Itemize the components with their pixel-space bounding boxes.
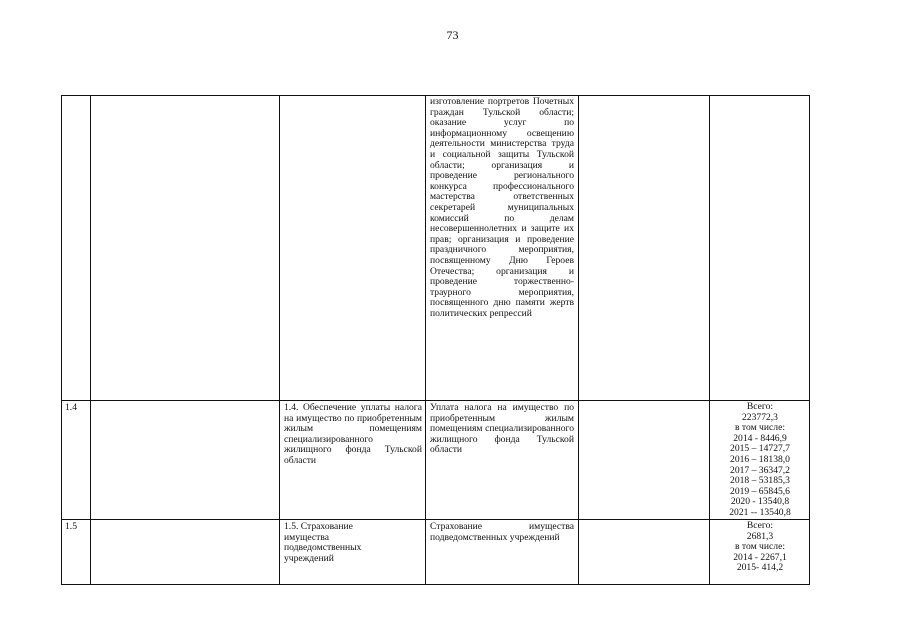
table-border-bottom [61, 584, 810, 585]
funding-line: 2016 – 18138,0 [730, 453, 790, 465]
measure-description: Страхование имущества подведомственных учреждений [430, 522, 574, 543]
funding-line: Всего: [746, 402, 774, 412]
measure-description: изготовление портретов Почетных граждан Тульской области; оказание услуг по информационному освещению деятельности министерства труда и социальной защиты Тульской области; организация и проведение регионального конкурса профессионального мастерства ответственных секретарей муниципальных комиссий по делам несовершеннолетних и защите их прав; организация и проведение праздничного мероприятия, посвященному Дню Героев Отечества; организация и проведение торжественно-траурного мероприятия, посвященного дню памяти жертв политических репрессий [430, 97, 574, 319]
table-border-top [61, 95, 810, 96]
funding-list [711, 402, 809, 518]
column-divider [809, 95, 810, 585]
funding-line: в том числе: [734, 541, 785, 553]
column-divider [709, 95, 710, 585]
measure-description: Уплата налога на имущество по приобретенным жилым помещениям специализированного жилищного фонда Тульской области [430, 403, 574, 456]
funding-line: 2017 – 36347,2 [730, 464, 790, 476]
column-divider [61, 95, 62, 585]
funding-line: 2020 - 13540,8 [730, 496, 790, 508]
funding-line: 2014 - 2267,1 [733, 551, 787, 563]
funding-line: 2015 – 14727,7 [730, 443, 790, 455]
funding-line: 2014 - 8446,9 [733, 432, 787, 444]
row-number: 1.4 [65, 403, 77, 413]
column-divider [578, 95, 579, 585]
funding-line: 223772,3 [742, 411, 778, 423]
funding-line: Всего: [746, 521, 774, 531]
funding-line: 2015- 414,2 [736, 562, 784, 574]
page-number: 73 [446, 28, 459, 42]
row-divider [61, 519, 810, 520]
column-divider [90, 95, 91, 585]
row-number: 1.5 [65, 522, 77, 532]
funding-line: 2681,3 [746, 530, 774, 542]
funding-line: 2019 – 65845,6 [730, 485, 790, 497]
funding-line: 2021 -- 13540,8 [729, 506, 791, 518]
column-divider [425, 95, 426, 585]
funding-line: в том числе: [734, 422, 785, 434]
row-divider [61, 400, 810, 401]
measure-name: 1.4. Обеспечение уплаты налога на имущество по приобретенным жилым помещениям специализированного жилищного фонда Тульской области [284, 403, 422, 466]
funding-list [711, 521, 809, 581]
funding-line: 2018 – 53185,3 [730, 475, 790, 487]
column-divider [279, 95, 280, 585]
measure-name: 1.5. Страхование имущества подведомственных учреждений [284, 522, 362, 564]
